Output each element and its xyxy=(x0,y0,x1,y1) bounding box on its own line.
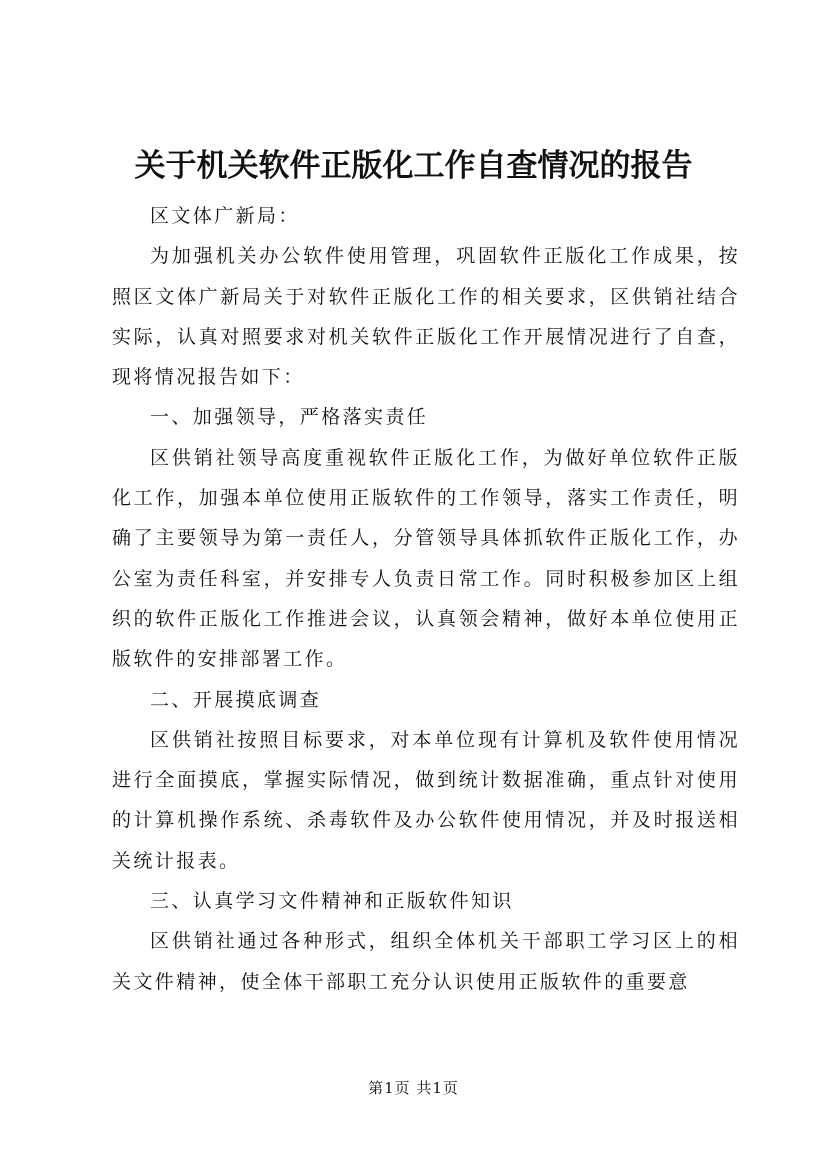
document-body xyxy=(112,196,740,1002)
paragraph-section-1: 区供销社领导高度重视软件正版化工作，为做好单位软件正版化工作，加强本单位使用正版软件的工作领导，落实工作责任，明确了主要领导为第一责任人，分管领导具体抓软件正版化工作，办公室为责任科室，并安排专人负责日常工作。同时积极参加区上组织的软件正版化工作推进会议，认真领会精神，做好本单位使用正版软件的安排部署工作。 xyxy=(112,446,740,671)
section-heading-2: 二、开展摸底调查 xyxy=(150,688,322,711)
paragraph-intro: 为加强机关办公软件使用管理，巩固软件正版化工作成果，按照区文体广新局关于对软件正版化工作的相关要求，区供销社结合实际，认真对照要求对机关软件正版化工作开展情况进行了自查，现将情况报告如下： xyxy=(112,245,740,389)
paragraph-section-3: 区供销社通过各种形式，组织全体机关干部职工学习区上的相关文件精神，使全体干部职工充分认识使用正版软件的重要意 xyxy=(112,930,740,993)
document-title: 关于机关软件正版化工作自查情况的报告 xyxy=(134,148,693,184)
section-heading-3: 三、认真学习文件精神和正版软件知识 xyxy=(150,890,514,913)
paragraph-section-2: 区供销社按照目标要求，对本单位现有计算机及软件使用情况进行全面摸底，掌握实际情况，做到统计数据准确，重点针对使用的计算机操作系统、杀毒软件及办公软件使用情况，并及时报送相关统计报表。 xyxy=(112,728,740,872)
page-number-footer: 第1页 共1页 xyxy=(368,1079,459,1097)
salutation: 区文体广新局： xyxy=(150,205,300,227)
section-heading-1: 一、加强领导，严格落实责任 xyxy=(150,406,429,429)
